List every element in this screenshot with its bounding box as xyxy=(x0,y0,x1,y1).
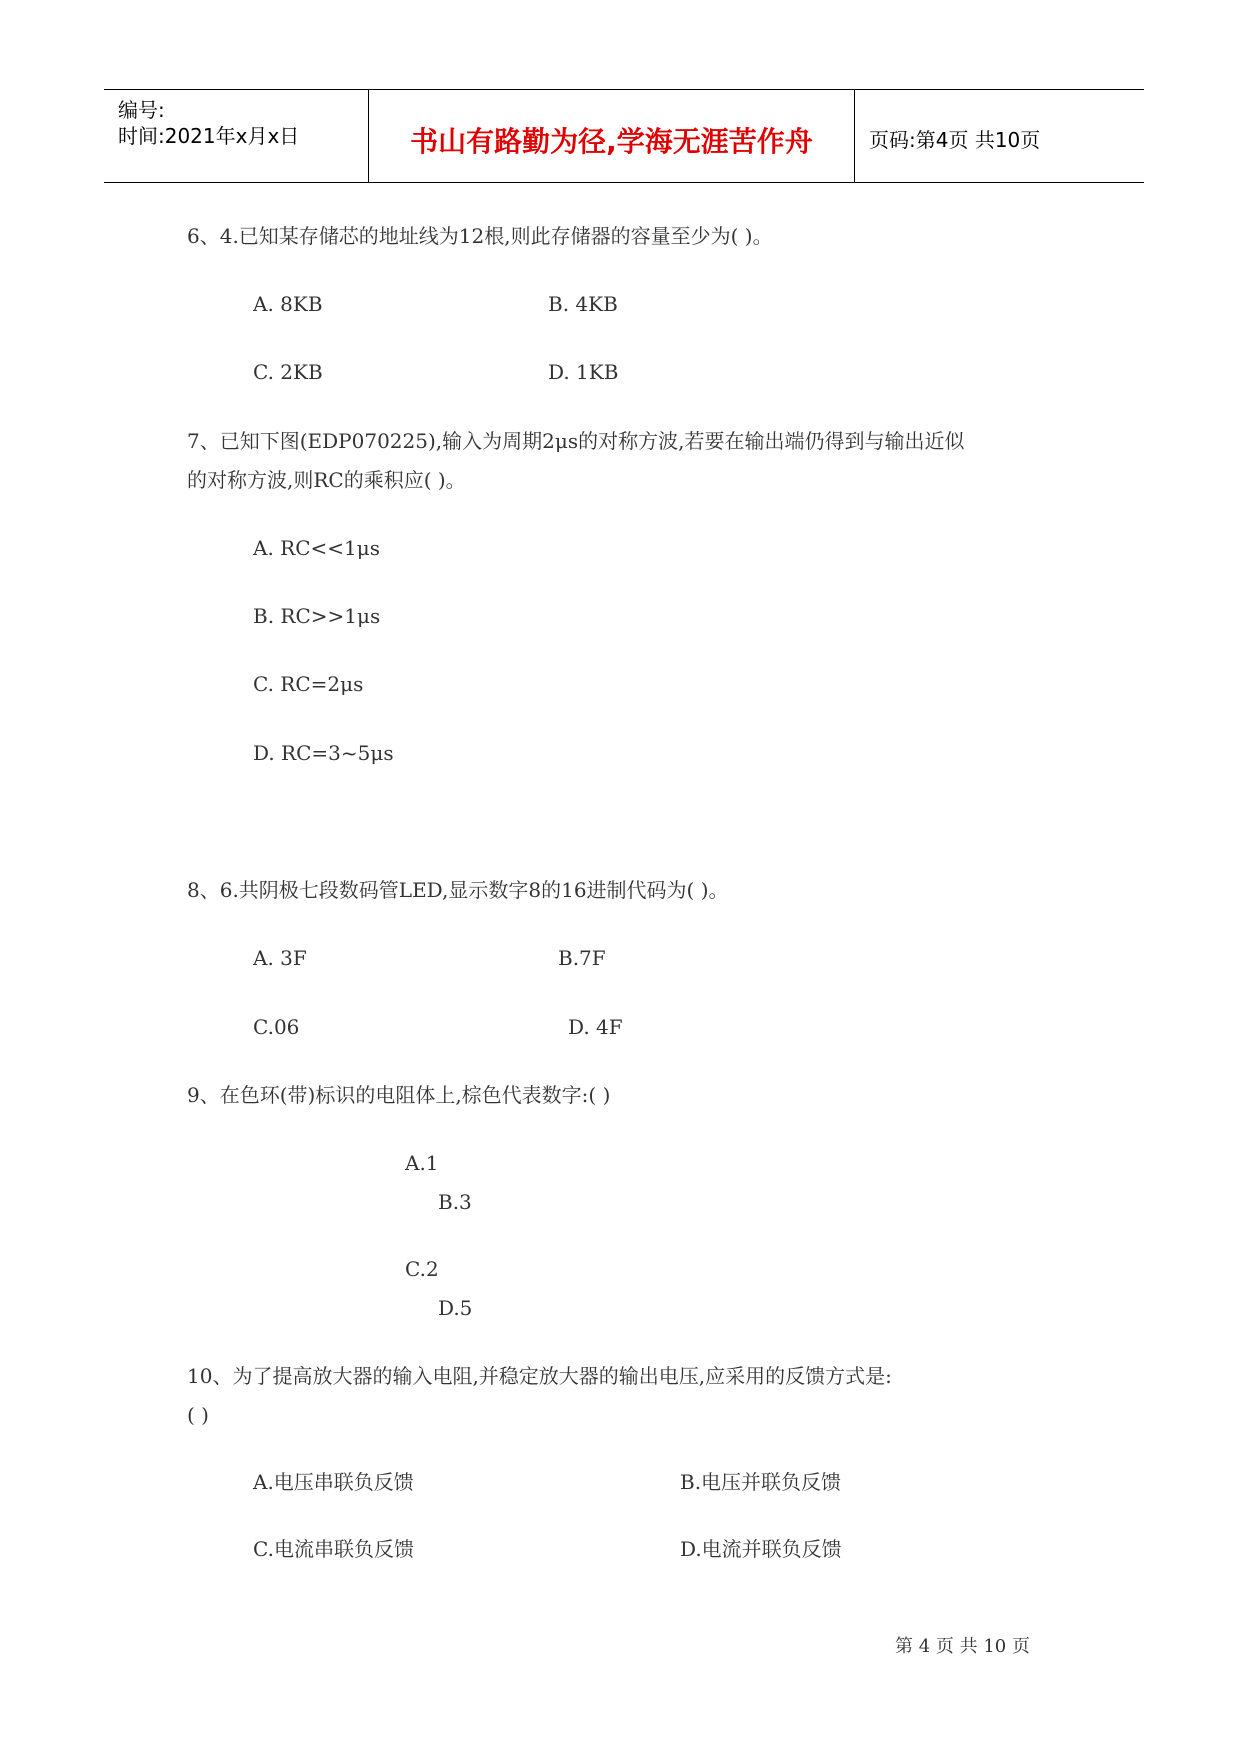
question-9-option-c: C.2 xyxy=(405,1257,439,1281)
question-7-option-c: C. RC=2μs xyxy=(253,672,364,696)
question-6-option-d: D. 1KB xyxy=(548,360,619,384)
question-6-stem: 6、4.已知某存储芯的地址线为12根,则此存储器的容量至少为( )。 xyxy=(187,224,773,248)
question-9-option-d: D.5 xyxy=(438,1296,473,1320)
question-10-option-d: D.电流并联负反馈 xyxy=(680,1537,842,1561)
question-9-stem: 9、在色环(带)标识的电阻体上,棕色代表数字:( ) xyxy=(187,1083,611,1107)
question-10-option-b: B.电压并联负反馈 xyxy=(680,1470,842,1494)
document-time-label: 时间:2021年x月x日 xyxy=(118,124,300,148)
question-7-option-b: B. RC>>1μs xyxy=(253,604,381,628)
page-footer: 第 4 页 共 10 页 xyxy=(895,1636,1030,1657)
question-8-option-d: D. 4F xyxy=(568,1015,623,1039)
question-7-stem-line-1: 7、已知下图(EDP070225),输入为周期2μs的对称方波,若要在输出端仍得到与输出近似 xyxy=(187,429,965,453)
header-page-cell xyxy=(855,90,1144,182)
question-10-stem-line-1: 10、为了提高放大器的输入电阻,并稳定放大器的输出电压,应采用的反馈方式是: xyxy=(187,1364,892,1388)
document-number-label: 编号: xyxy=(118,98,165,122)
question-7-option-d: D. RC=3~5μs xyxy=(253,741,394,765)
question-8-option-b: B.7F xyxy=(558,946,606,970)
header-motto-cell xyxy=(369,90,855,182)
question-7-option-a: A. RC<<1μs xyxy=(253,536,381,560)
question-6-option-a: A. 8KB xyxy=(253,292,323,316)
question-6-option-c: C. 2KB xyxy=(253,360,323,384)
question-10-option-c: C.电流串联负反馈 xyxy=(253,1537,414,1561)
question-8-option-a: A. 3F xyxy=(253,946,307,970)
question-10-option-a: A.电压串联负反馈 xyxy=(253,1470,414,1494)
question-6-option-b: B. 4KB xyxy=(548,292,618,316)
question-10-stem-line-2: ( ) xyxy=(187,1403,209,1427)
header-motto: 书山有路勤为径,学海无涯苦作舟 xyxy=(410,125,813,158)
question-7-stem-line-2: 的对称方波,则RC的乘积应( )。 xyxy=(187,468,466,492)
page-header xyxy=(104,89,1144,183)
header-page-info: 页码:第4页 共10页 xyxy=(869,128,1041,152)
question-8-stem: 8、6.共阴极七段数码管LED,显示数字8的16进制代码为( )。 xyxy=(187,878,729,902)
question-9-option-a: A.1 xyxy=(405,1151,439,1175)
header-left-cell xyxy=(104,90,369,182)
question-9-option-b: B.3 xyxy=(438,1190,472,1214)
question-8-option-c: C.06 xyxy=(253,1015,300,1039)
